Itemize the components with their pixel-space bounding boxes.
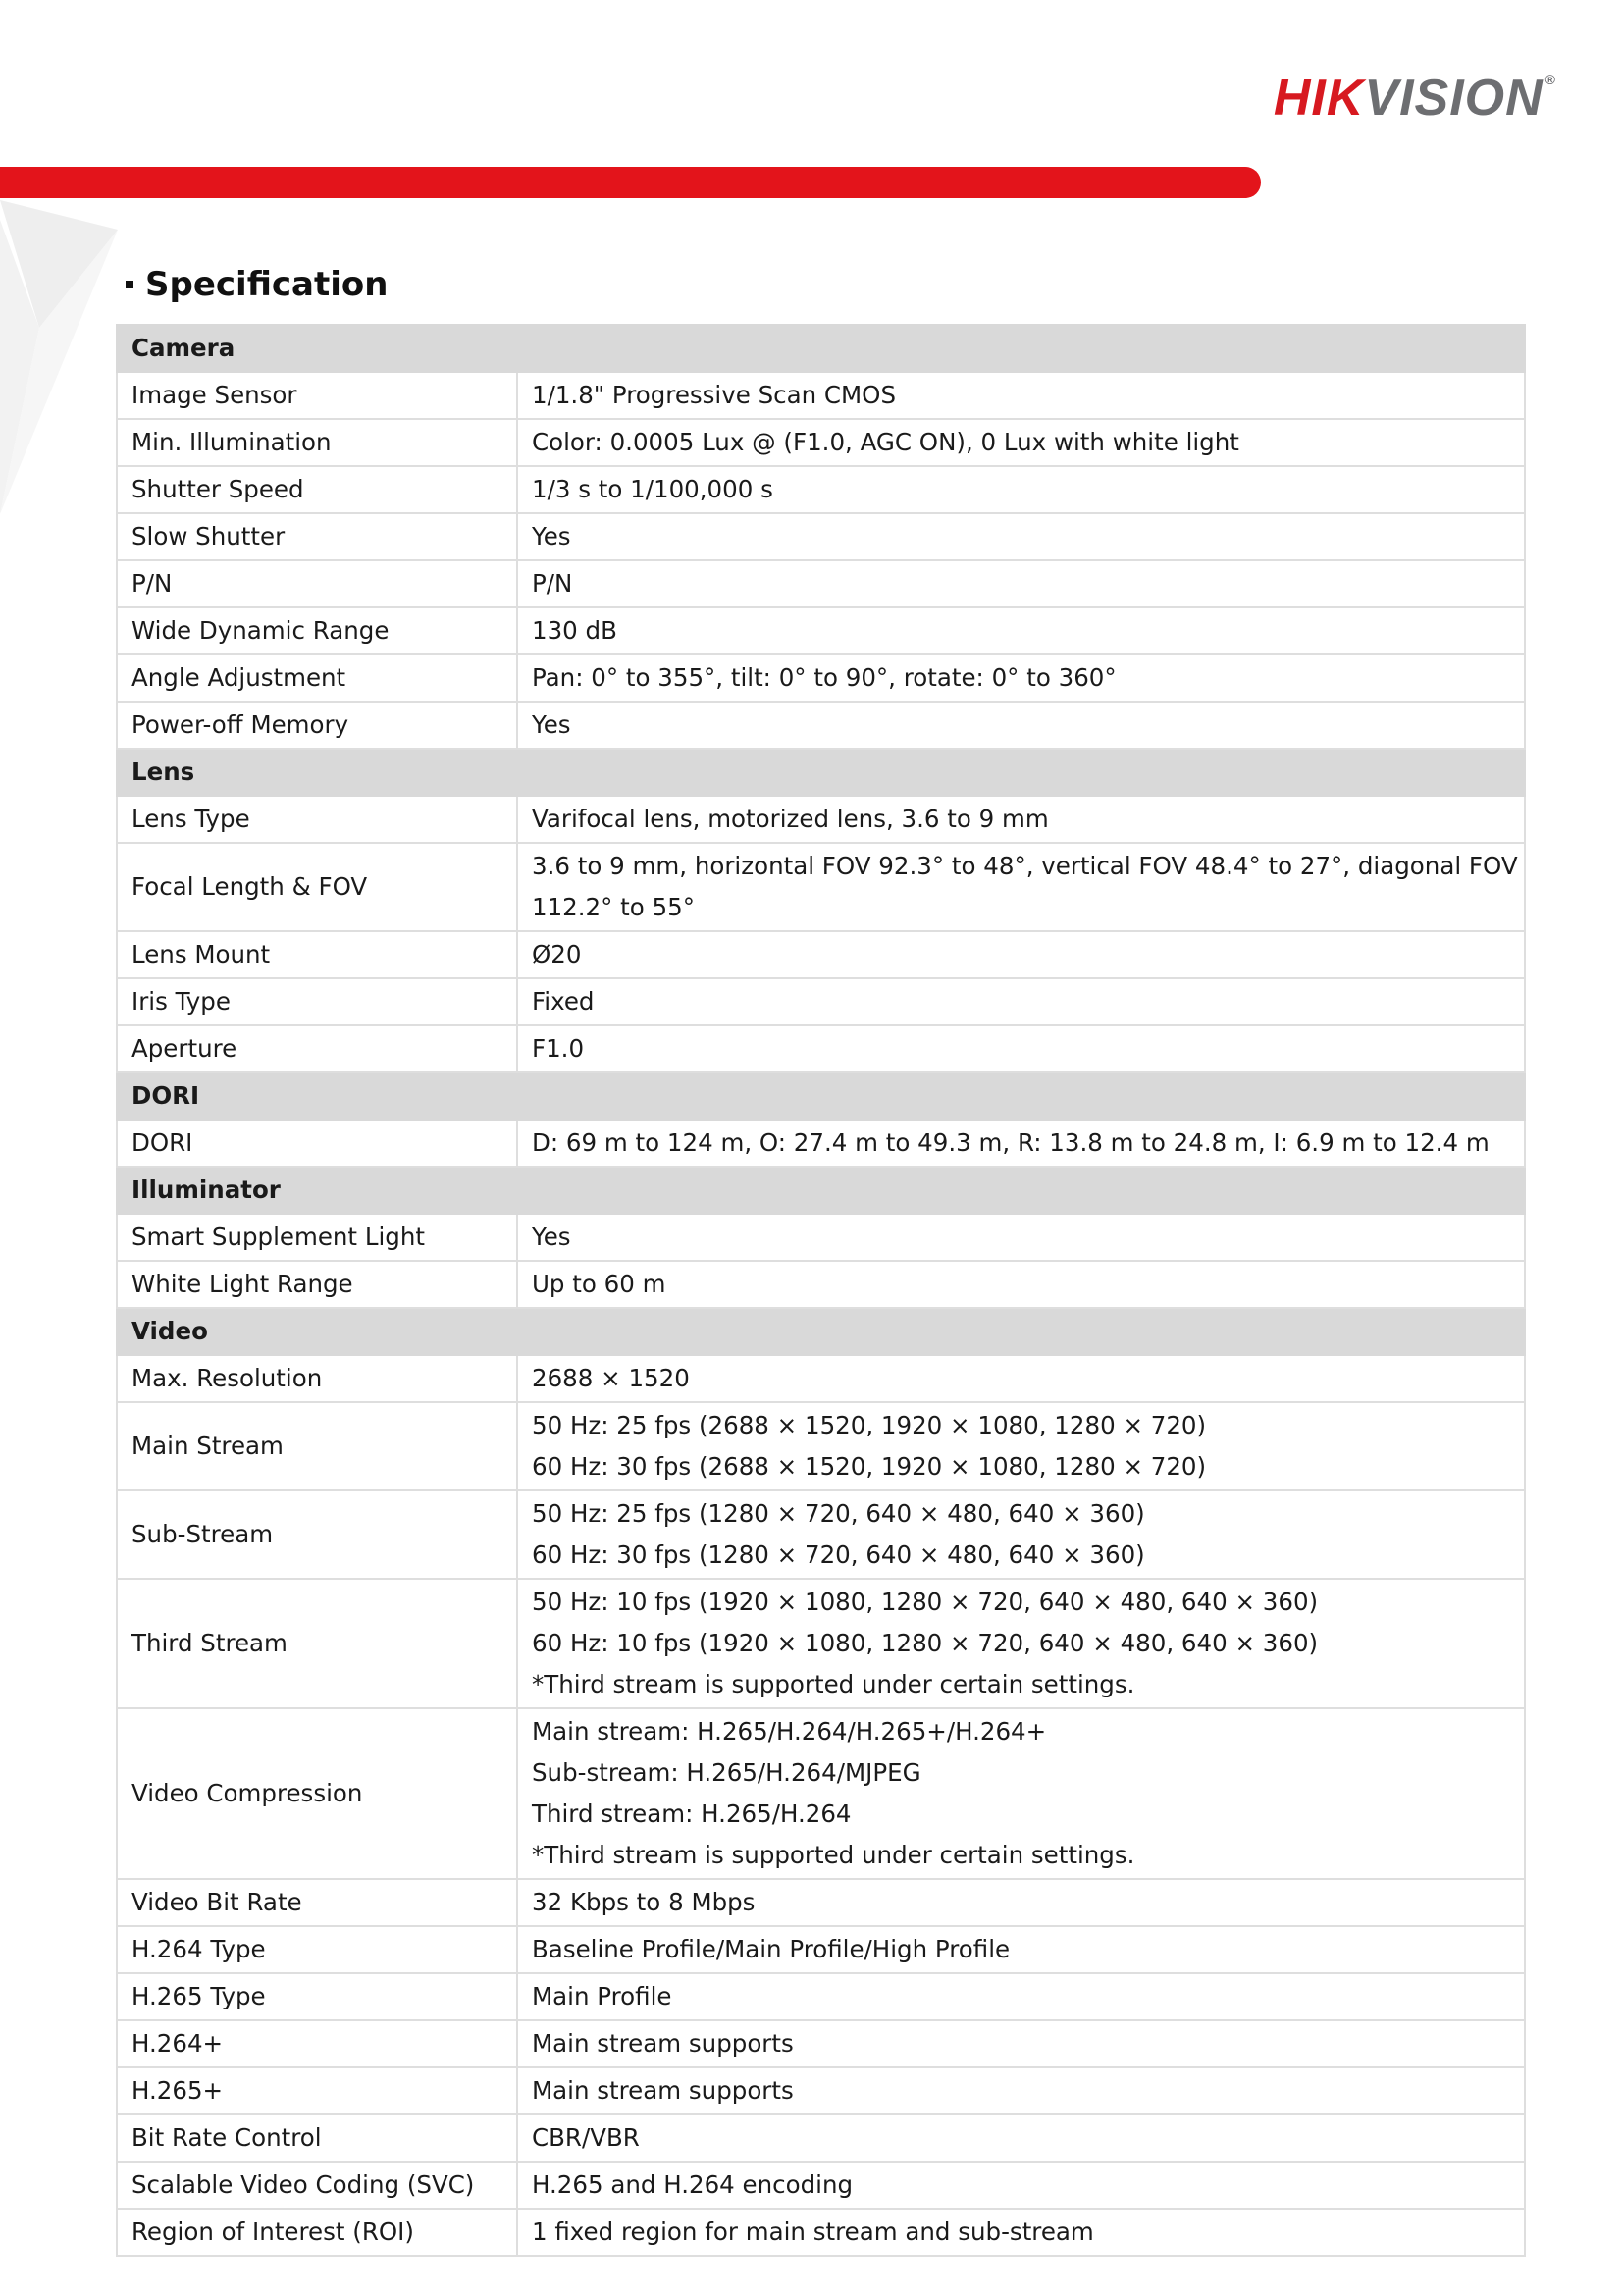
- spec-value-line: Sub-stream: H.265/H.264/MJPEG: [532, 1758, 921, 1787]
- spec-label: Smart Supplement Light: [117, 1214, 517, 1261]
- spec-value-line: 1/1.8" Progressive Scan CMOS: [532, 381, 897, 409]
- spec-value-line: P/N: [532, 569, 573, 598]
- spec-value-line: Main stream supports: [532, 2029, 794, 2058]
- spec-value: [517, 1490, 1525, 1579]
- table-row: [117, 560, 1525, 607]
- spec-value: [517, 607, 1525, 654]
- spec-value-line: Up to 60 m: [532, 1270, 666, 1298]
- spec-value: [517, 2020, 1525, 2067]
- brand-logo: [1273, 70, 1556, 127]
- spec-label: Sub-Stream: [117, 1490, 517, 1579]
- spec-value-line: 1/3 s to 1/100,000 s: [532, 475, 773, 503]
- spec-value: [517, 978, 1525, 1025]
- spec-label: Image Sensor: [117, 372, 517, 419]
- spec-label: H.264 Type: [117, 1926, 517, 1973]
- spec-value: [517, 1120, 1525, 1167]
- table-row: [117, 607, 1525, 654]
- spec-value: [517, 419, 1525, 466]
- spec-value-line: Fixed: [532, 987, 595, 1016]
- spec-label: Video Bit Rate: [117, 1879, 517, 1926]
- table-row: [117, 702, 1525, 749]
- spec-value: [517, 466, 1525, 513]
- spec-label: Max. Resolution: [117, 1355, 517, 1402]
- spec-value-line: 112.2° to 55°: [532, 893, 695, 921]
- spec-value-line: *Third stream is supported under certain settings.: [532, 1670, 1135, 1698]
- table-row: [117, 1490, 1525, 1579]
- spec-value-line: 50 Hz: 10 fps (1920 × 1080, 1280 × 720, 640 × 480, 640 × 360): [532, 1588, 1319, 1616]
- spec-label: P/N: [117, 560, 517, 607]
- spec-value: [517, 1402, 1525, 1490]
- spec-value-line: Yes: [532, 1223, 571, 1251]
- section-title: Lens: [117, 749, 517, 796]
- spec-value: [517, 1025, 1525, 1072]
- spec-value-line: 32 Kbps to 8 Mbps: [532, 1888, 756, 1916]
- spec-label: Lens Mount: [117, 931, 517, 978]
- spec-value-line: 60 Hz: 10 fps (1920 × 1080, 1280 × 720, 640 × 480, 640 × 360): [532, 1629, 1319, 1657]
- spec-value-line: Ø20: [532, 940, 582, 968]
- spec-value-line: Main Profile: [532, 1982, 672, 2010]
- spec-value: [517, 1973, 1525, 2020]
- spec-value: [517, 1214, 1525, 1261]
- spec-label: Wide Dynamic Range: [117, 607, 517, 654]
- spec-value-line: 2688 × 1520: [532, 1364, 690, 1392]
- table-row: [117, 1214, 1525, 1261]
- spec-label: White Light Range: [117, 1261, 517, 1308]
- table-row: [117, 2162, 1525, 2209]
- spec-value: [517, 931, 1525, 978]
- section-title: Illuminator: [117, 1167, 517, 1214]
- spec-label: H.264+: [117, 2020, 517, 2067]
- table-row: [117, 2114, 1525, 2162]
- spec-label: H.265+: [117, 2067, 517, 2114]
- spec-value: [517, 1579, 1525, 1708]
- spec-value-line: *Third stream is supported under certain settings.: [532, 1841, 1135, 1869]
- spec-value-line: 60 Hz: 30 fps (1280 × 720, 640 × 480, 640 × 360): [532, 1540, 1145, 1569]
- header-red-bar: [0, 167, 1261, 198]
- spec-value: [517, 796, 1525, 843]
- registered-mark: ®: [1544, 72, 1556, 87]
- spec-value: [517, 1708, 1525, 1879]
- section-header-row: [117, 1072, 1525, 1120]
- table-row: [117, 1879, 1525, 1926]
- spec-label: Slow Shutter: [117, 513, 517, 560]
- section-header-row: [117, 749, 1525, 796]
- table-row: [117, 1973, 1525, 2020]
- spec-value: [517, 560, 1525, 607]
- table-row: [117, 1261, 1525, 1308]
- logo-text-red: HIK: [1273, 70, 1365, 127]
- spec-label: Third Stream: [117, 1579, 517, 1708]
- spec-value-line: CBR/VBR: [532, 2123, 640, 2152]
- page-title: [126, 265, 388, 304]
- spec-value-line: Yes: [532, 710, 571, 739]
- table-row: [117, 1708, 1525, 1879]
- spec-value-line: 130 dB: [532, 616, 617, 645]
- section-title-spacer: [517, 1167, 1525, 1214]
- spec-value-line: Third stream: H.265/H.264: [532, 1800, 852, 1828]
- spec-label: Angle Adjustment: [117, 654, 517, 702]
- decorative-shard-graphic: [0, 200, 128, 524]
- section-title-spacer: [517, 1308, 1525, 1355]
- spec-value-line: Baseline Profile/Main Profile/High Profile: [532, 1935, 1011, 1963]
- spec-value-line: Color: 0.0005 Lux @ (F1.0, AGC ON), 0 Lux with white light: [532, 428, 1239, 456]
- spec-value-line: Varifocal lens, motorized lens, 3.6 to 9 mm: [532, 805, 1049, 833]
- table-row: [117, 1926, 1525, 1973]
- section-header-row: [117, 325, 1525, 372]
- page-title-text: Specification: [145, 265, 389, 304]
- table-row: [117, 654, 1525, 702]
- section-title: Video: [117, 1308, 517, 1355]
- section-title-spacer: [517, 749, 1525, 796]
- spec-label: Iris Type: [117, 978, 517, 1025]
- table-row: [117, 796, 1525, 843]
- spec-label: Video Compression: [117, 1708, 517, 1879]
- spec-value-line: Main stream supports: [532, 2076, 794, 2105]
- spec-value: [517, 2209, 1525, 2256]
- spec-value-line: 1 fixed region for main stream and sub-stream: [532, 2218, 1094, 2246]
- spec-value: [517, 702, 1525, 749]
- table-row: [117, 978, 1525, 1025]
- spec-value: [517, 2162, 1525, 2209]
- spec-value: [517, 1926, 1525, 1973]
- spec-value-line: F1.0: [532, 1034, 585, 1063]
- spec-value: [517, 2114, 1525, 2162]
- spec-label: Lens Type: [117, 796, 517, 843]
- section-title-spacer: [517, 1072, 1525, 1120]
- section-header-row: [117, 1167, 1525, 1214]
- spec-value: [517, 654, 1525, 702]
- spec-value: [517, 2067, 1525, 2114]
- spec-value: [517, 513, 1525, 560]
- spec-label: Focal Length & FOV: [117, 843, 517, 931]
- section-title: DORI: [117, 1072, 517, 1120]
- spec-value-line: Yes: [532, 522, 571, 550]
- table-row: [117, 2067, 1525, 2114]
- title-bullet-icon: [126, 281, 133, 288]
- spec-label: Region of Interest (ROI): [117, 2209, 517, 2256]
- spec-value: [517, 843, 1525, 931]
- spec-value-line: 50 Hz: 25 fps (2688 × 1520, 1920 × 1080, 1280 × 720): [532, 1411, 1207, 1439]
- spec-label: Bit Rate Control: [117, 2114, 517, 2162]
- spec-value-line: 3.6 to 9 mm, horizontal FOV 92.3° to 48°, vertical FOV 48.4° to 27°, diagonal FOV: [532, 852, 1518, 880]
- spec-value: [517, 1879, 1525, 1926]
- table-row: [117, 2020, 1525, 2067]
- table-row: [117, 466, 1525, 513]
- table-row: [117, 1025, 1525, 1072]
- spec-value-line: D: 69 m to 124 m, O: 27.4 m to 49.3 m, R: 13.8 m to 24.8 m, I: 6.9 m to 12.4 m: [532, 1128, 1490, 1157]
- spec-label: Min. Illumination: [117, 419, 517, 466]
- section-title: Camera: [117, 325, 517, 372]
- spec-label: H.265 Type: [117, 1973, 517, 2020]
- table-row: [117, 2209, 1525, 2256]
- table-row: [117, 372, 1525, 419]
- section-title-spacer: [517, 325, 1525, 372]
- table-row: [117, 1355, 1525, 1402]
- spec-value: [517, 1261, 1525, 1308]
- table-row: [117, 843, 1525, 931]
- spec-value-line: Main stream: H.265/H.264/H.265+/H.264+: [532, 1717, 1047, 1746]
- spec-value: [517, 1355, 1525, 1402]
- spec-label: Main Stream: [117, 1402, 517, 1490]
- spec-label: Shutter Speed: [117, 466, 517, 513]
- spec-value-line: H.265 and H.264 encoding: [532, 2170, 854, 2199]
- table-row: [117, 1120, 1525, 1167]
- specification-table: [116, 324, 1526, 2257]
- table-row: [117, 1579, 1525, 1708]
- table-row: [117, 419, 1525, 466]
- logo-text-grey: VISION: [1364, 70, 1544, 127]
- table-row: [117, 513, 1525, 560]
- spec-label: Scalable Video Coding (SVC): [117, 2162, 517, 2209]
- spec-label: Power-off Memory: [117, 702, 517, 749]
- spec-value-line: Pan: 0° to 355°, tilt: 0° to 90°, rotate: 0° to 360°: [532, 663, 1117, 692]
- table-row: [117, 931, 1525, 978]
- spec-label: DORI: [117, 1120, 517, 1167]
- spec-value: [517, 372, 1525, 419]
- section-header-row: [117, 1308, 1525, 1355]
- spec-label: Aperture: [117, 1025, 517, 1072]
- spec-value-line: 60 Hz: 30 fps (2688 × 1520, 1920 × 1080, 1280 × 720): [532, 1452, 1207, 1481]
- table-row: [117, 1402, 1525, 1490]
- spec-value-line: 50 Hz: 25 fps (1280 × 720, 640 × 480, 640 × 360): [532, 1499, 1145, 1528]
